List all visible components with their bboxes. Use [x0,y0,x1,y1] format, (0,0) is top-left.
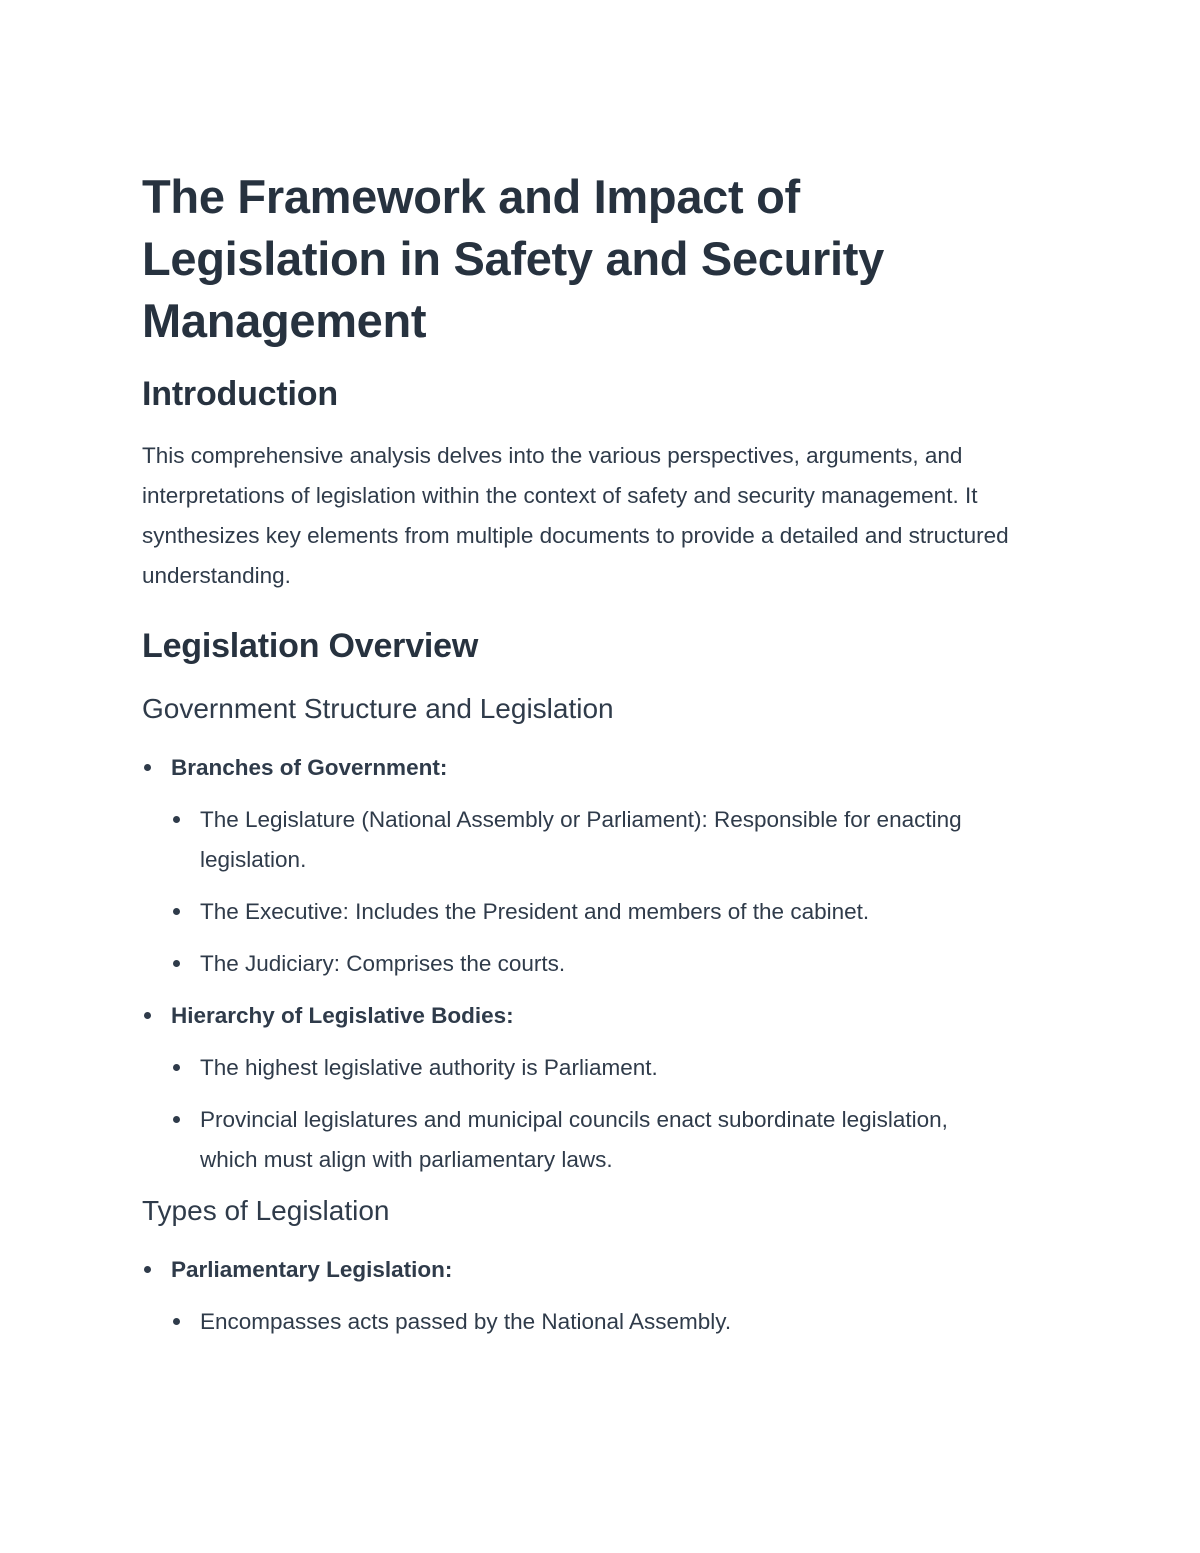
types-list [142,1250,1042,1342]
list-item [171,1048,1042,1088]
document-page [142,166,1042,1354]
list-item-text: Provincial legislatures and municipal councils enact subordinate legislation, which must align with parliamentary laws. [200,1107,948,1172]
list-item [171,800,1042,880]
list-item [171,1302,1042,1342]
list-item-text: The Legislature (National Assembly or Parliament): Responsible for enacting legislation. [200,807,962,872]
list-item-parliamentary [142,1250,1042,1342]
list-item [171,944,1042,984]
bullet-icon [173,960,180,967]
list-item [171,892,1042,932]
government-list [142,748,1042,1180]
bullet-icon [173,908,180,915]
hierarchy-sublist [171,1048,1042,1180]
list-item-hierarchy [142,996,1042,1180]
list-item-text: The highest legislative authority is Parliament. [200,1055,658,1080]
document-title: The Framework and Impact of Legislation in Safety and Security Management [142,170,884,347]
list-item-text: Encompasses acts passed by the National Assembly. [200,1309,732,1334]
bullet-icon [173,816,180,823]
parliamentary-sublist [171,1302,1042,1342]
introduction-heading: Introduction [142,375,338,413]
legislation-overview-heading: Legislation Overview [142,627,479,665]
bullet-icon [144,1266,151,1273]
list-item-text: The Judiciary: Comprises the courts. [200,951,566,976]
hierarchy-label: Hierarchy of Legislative Bodies: [171,1003,514,1028]
types-of-legislation-heading: Types of Legislation [142,1195,390,1226]
list-item-text: The Executive: Includes the President and members of the cabinet. [200,899,870,924]
branches-label: Branches of Government: [171,755,448,780]
list-item [171,1100,1000,1180]
bullet-icon [144,764,151,771]
introduction-paragraph: This comprehensive analysis delves into the various perspectives, arguments, and interpretations of legislation within the context of safety and security management. It synthesizes key elements from multiple documents to provide a detailed and structured understanding. [142,443,1009,588]
bullet-icon [173,1064,180,1071]
parliamentary-label: Parliamentary Legislation: [171,1257,453,1282]
government-structure-heading: Government Structure and Legislation [142,693,614,724]
branches-sublist [171,800,1042,984]
bullet-icon [173,1116,180,1123]
bullet-icon [173,1318,180,1325]
list-item-branches [142,748,1042,984]
bullet-icon [144,1012,151,1019]
